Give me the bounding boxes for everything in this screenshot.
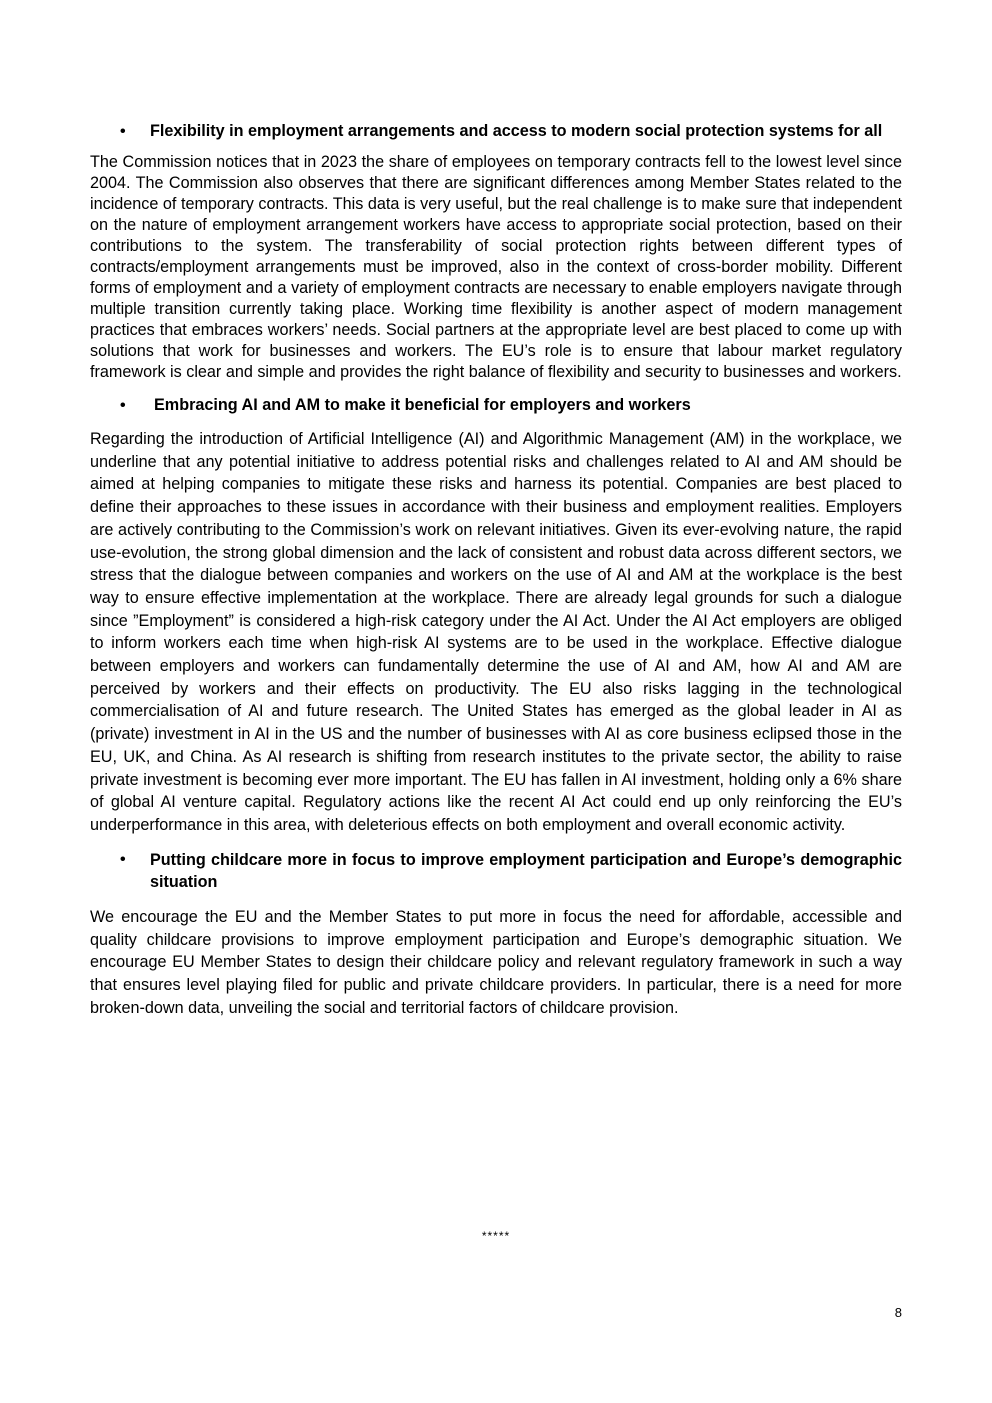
- section-heading: [90, 121, 902, 142]
- bullet-icon: •: [120, 397, 126, 414]
- heading-text: Embracing AI and AM to make it beneficial for employers and workers: [154, 396, 691, 414]
- section-paragraph: The Commission notices that in 2023 the share of employees on temporary contracts fell to the lowest level since 2004. The Commission also observes that there are significant differences among Member States related to the incidence of temporary contracts. This data is very useful, but the real challenge is to make sure that independent on the nature of employment arrangement workers have access to appropriate social protection, based on their contributions to the system. The transferability of social protection rights between different types of contracts/employment arrangements must be improved, also in the context of cross-border mobility. Different forms of employment and a variety of employment contracts are necessary to enable employers navigate through multiple transition currently taking place. Working time flexibility is another aspect of modern management practices that embraces workers’ needs. Social partners at the appropriate level are best placed to come up with solutions that work for businesses and workers. The EU’s role is to ensure that labour market regulatory framework is clear and simple and provides the right balance of flexibility and security to businesses and workers.: [90, 153, 902, 381]
- section-separator: *****: [481, 1229, 511, 1243]
- heading-text: Flexibility in employment arrangements and access to modern social protection systems for all: [150, 122, 883, 140]
- section-heading: [90, 849, 902, 894]
- section-paragraph: Regarding the introduction of Artificial Intelligence (AI) and Algorithmic Management (AM) in the workplace, we underline that any potential initiative to address potential risks and challenges related to AI and AM should be aimed at helping companies to mitigate these risks and harness its potential. Companies are best placed to define their approaches to these issues in accordance with their business and employment realities. Employers are actively contributing to the Commission’s work on relevant initiatives. Given its ever-evolving nature, the rapid use-evolution, the strong global dimension and the lack of consistent and robust data across different sectors, we stress that the dialogue between companies and workers on the use of AI and AM at the workplace is the best way to ensure effective implementation at the workplace. There are already legal grounds for such a dialogue since ”Employment” is considered a high-risk category under the AI Act. Under the AI Act employers are obliged to inform workers each time when high-risk AI systems are to be used in the workplace. Effective dialogue between employers and workers can fundamentally determine the use of AI and AM, how AI and AM are perceived by workers and their effects on productivity. The EU also risks lagging in the technological commercialisation of AI and future research. The United States has emerged as the global leader in AI as (private) investment in AI in the US and the number of businesses with AI as core business eclipsed those in the EU, UK, and China. As AI research is shifting from research institutes to the private sector, the ability to raise private investment is becoming ever more important. The EU has fallen in AI investment, holding only a 6% share of global AI venture capital. Regulatory actions like the recent AI Act could end up only reinforcing the EU’s underperformance in this area, with deleterious effects on both employment and overall economic activity.: [90, 430, 902, 834]
- section-paragraph: We encourage the EU and the Member States to put more in focus the need for affordable, accessible and quality childcare provisions to improve employment participation and Europe’s demographic situation. We encourage EU Member States to design their childcare policy and relevant regulatory framework in such a way that ensures level playing filed for public and private childcare providers. In particular, there is a need for more broken-down data, unveiling the social and territorial factors of childcare provision.: [90, 908, 902, 1017]
- bullet-icon: •: [120, 123, 126, 140]
- section-heading: [90, 395, 902, 416]
- bullet-icon: •: [120, 850, 126, 868]
- page-content: [90, 121, 902, 1020]
- heading-text: Putting childcare more in focus to improve employment participation and Europe’s demographic situation: [150, 850, 902, 892]
- page-number: 8: [894, 1305, 902, 1320]
